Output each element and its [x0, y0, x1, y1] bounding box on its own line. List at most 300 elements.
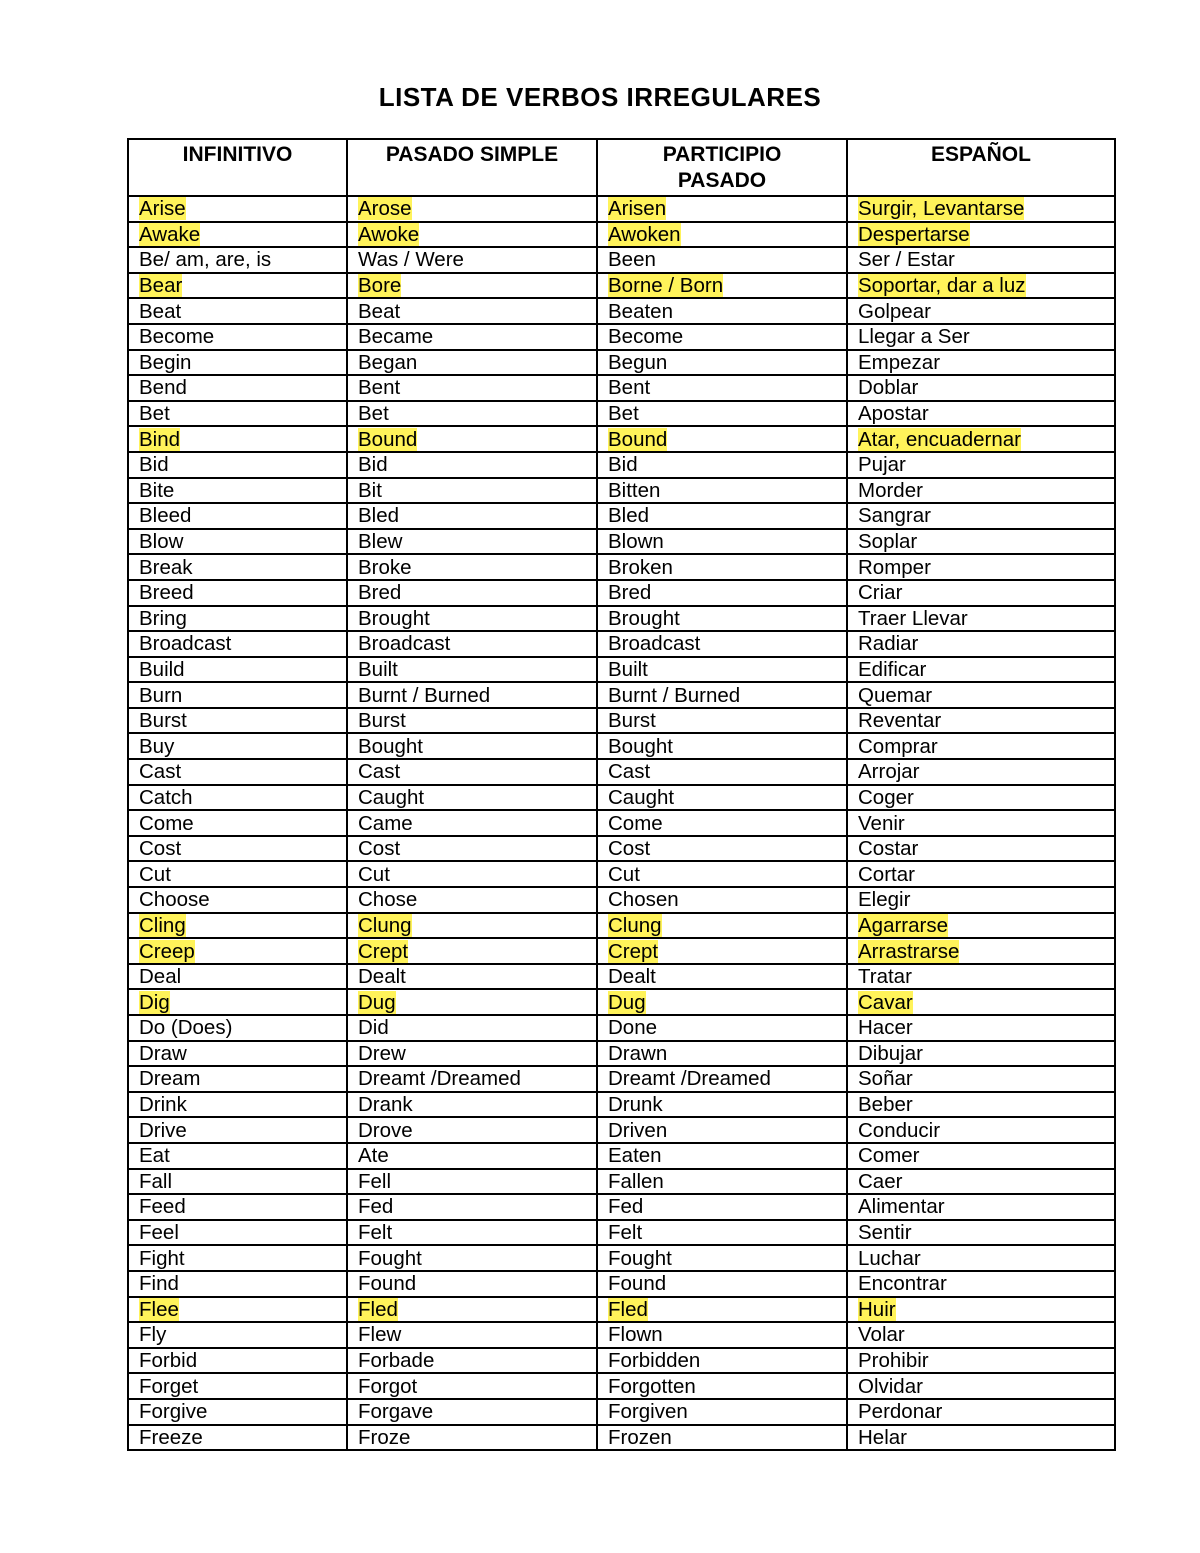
past-participle-cell: [597, 298, 847, 324]
past-participle-cell: [597, 452, 847, 478]
cell-text: Drove: [358, 1118, 413, 1142]
cell-text: Awoke: [358, 222, 420, 246]
infinitive-cell: [128, 785, 347, 811]
infinitive-cell: [128, 1015, 347, 1041]
spanish-cell: [847, 1220, 1115, 1246]
cell-text: Cling: [139, 913, 186, 937]
past-simple-cell: [347, 452, 597, 478]
cell-text: Pujar: [858, 453, 906, 477]
cell-text: Comer: [858, 1144, 920, 1168]
cell-text: Drunk: [608, 1093, 663, 1117]
cell-text: Bought: [608, 734, 673, 758]
table-row: [128, 222, 1115, 248]
table-body: [128, 196, 1115, 1450]
spanish-cell: [847, 1092, 1115, 1118]
cell-text: Quemar: [858, 683, 933, 707]
past-participle-cell: [597, 1194, 847, 1220]
table-row: [128, 682, 1115, 708]
cell-text: Beber: [858, 1093, 913, 1117]
spanish-cell: [847, 759, 1115, 785]
past-participle-cell: [597, 222, 847, 248]
spanish-cell: [847, 452, 1115, 478]
cell-text: Felt: [358, 1221, 393, 1245]
table-row: [128, 938, 1115, 964]
table-row: [128, 401, 1115, 427]
cell-text: Fled: [608, 1297, 648, 1321]
cell-text: Cost: [358, 837, 401, 861]
cell-text: Bind: [139, 427, 181, 451]
cell-text: Empezar: [858, 350, 941, 374]
table-row: [128, 606, 1115, 632]
table-row: [128, 478, 1115, 504]
infinitive-cell: [128, 273, 347, 299]
cell-text: Fought: [358, 1246, 422, 1270]
cell-text: Eat: [139, 1144, 170, 1168]
infinitive-cell: [128, 350, 347, 376]
cell-text: Radiar: [858, 632, 919, 656]
cell-text: Breed: [139, 581, 194, 605]
infinitive-cell: [128, 938, 347, 964]
past-simple-cell: [347, 1220, 597, 1246]
table-row: [128, 631, 1115, 657]
table-row: [128, 1066, 1115, 1092]
cell-text: Golpear: [858, 299, 931, 323]
cell-text: Awake: [139, 222, 201, 246]
cell-text: Forget: [139, 1374, 199, 1398]
cell-text: Burn: [139, 683, 183, 707]
past-simple-cell: [347, 1322, 597, 1348]
cell-text: Drew: [358, 1041, 406, 1065]
past-simple-cell: [347, 554, 597, 580]
past-participle-cell: [597, 964, 847, 990]
spanish-cell: [847, 298, 1115, 324]
past-participle-cell: [597, 606, 847, 632]
infinitive-cell: [128, 529, 347, 555]
cell-text: Ate: [358, 1144, 389, 1168]
cell-text: Bled: [358, 504, 400, 528]
cell-text: Fall: [139, 1169, 173, 1193]
cell-text: Cast: [608, 760, 651, 784]
cell-text: Forbade: [358, 1349, 435, 1373]
cell-text: Built: [358, 657, 398, 681]
spanish-cell: [847, 1271, 1115, 1297]
cell-text: Bleed: [139, 504, 192, 528]
past-participle-cell: [597, 1425, 847, 1451]
cell-text: Dealt: [608, 965, 656, 989]
past-simple-cell: [347, 580, 597, 606]
cell-text: Bet: [608, 402, 639, 426]
cell-text: Hacer: [858, 1016, 913, 1040]
spanish-cell: [847, 529, 1115, 555]
cell-text: Soñar: [858, 1067, 913, 1091]
cell-text: Cut: [358, 862, 390, 886]
cell-text: Dealt: [358, 965, 406, 989]
spanish-cell: [847, 1194, 1115, 1220]
past-participle-cell: [597, 682, 847, 708]
cell-text: Done: [608, 1016, 658, 1040]
table-row: [128, 529, 1115, 555]
past-participle-cell: [597, 1092, 847, 1118]
past-simple-cell: [347, 708, 597, 734]
spanish-cell: [847, 324, 1115, 350]
table-row: [128, 1245, 1115, 1271]
cell-text: Became: [358, 325, 434, 349]
header-participio-pasado: PARTICIPIO PASADO: [597, 139, 847, 196]
past-participle-cell: [597, 887, 847, 913]
infinitive-cell: [128, 324, 347, 350]
spanish-cell: [847, 478, 1115, 504]
table-row: [128, 247, 1115, 273]
cell-text: Forbid: [139, 1349, 198, 1373]
spanish-cell: [847, 401, 1115, 427]
infinitive-cell: [128, 887, 347, 913]
cell-text: Froze: [358, 1425, 411, 1449]
cell-text: Romper: [858, 555, 931, 579]
infinitive-cell: [128, 759, 347, 785]
infinitive-cell: [128, 1245, 347, 1271]
cell-text: Arose: [358, 197, 412, 221]
spanish-cell: [847, 631, 1115, 657]
cell-text: Brought: [608, 606, 680, 630]
table-row: [128, 964, 1115, 990]
cell-text: Fed: [608, 1195, 644, 1219]
past-participle-cell: [597, 1297, 847, 1323]
infinitive-cell: [128, 503, 347, 529]
header-pasado-simple: PASADO SIMPLE: [347, 139, 597, 196]
past-simple-cell: [347, 810, 597, 836]
cell-text: Build: [139, 657, 185, 681]
past-simple-cell: [347, 887, 597, 913]
infinitive-cell: [128, 836, 347, 862]
past-simple-cell: [347, 1041, 597, 1067]
cell-text: Crept: [608, 939, 659, 963]
past-simple-cell: [347, 478, 597, 504]
spanish-cell: [847, 708, 1115, 734]
cell-text: Coger: [858, 785, 914, 809]
cell-text: Cut: [608, 862, 640, 886]
cell-text: Broadcast: [608, 632, 701, 656]
cell-text: Fly: [139, 1323, 167, 1347]
cell-text: Flew: [358, 1323, 402, 1347]
table-row: [128, 580, 1115, 606]
table-row: [128, 196, 1115, 222]
cell-text: Break: [139, 555, 193, 579]
past-participle-cell: [597, 759, 847, 785]
past-simple-cell: [347, 989, 597, 1015]
spanish-cell: [847, 606, 1115, 632]
cell-text: Blown: [608, 530, 664, 554]
cell-text: Chosen: [608, 888, 679, 912]
past-participle-cell: [597, 247, 847, 273]
cell-text: Fallen: [608, 1169, 664, 1193]
cell-text: Freeze: [139, 1425, 203, 1449]
past-participle-cell: [597, 733, 847, 759]
infinitive-cell: [128, 375, 347, 401]
cell-text: Cost: [608, 837, 651, 861]
cell-text: Drawn: [608, 1041, 668, 1065]
table-row: [128, 324, 1115, 350]
infinitive-cell: [128, 426, 347, 452]
infinitive-cell: [128, 1425, 347, 1451]
past-simple-cell: [347, 350, 597, 376]
past-simple-cell: [347, 247, 597, 273]
spanish-cell: [847, 554, 1115, 580]
past-participle-cell: [597, 478, 847, 504]
past-simple-cell: [347, 1425, 597, 1451]
spanish-cell: [847, 273, 1115, 299]
table-row: [128, 1041, 1115, 1067]
infinitive-cell: [128, 913, 347, 939]
past-participle-cell: [597, 196, 847, 222]
cell-text: Arrastrarse: [858, 939, 960, 963]
spanish-cell: [847, 1041, 1115, 1067]
cell-text: Fought: [608, 1246, 672, 1270]
infinitive-cell: [128, 554, 347, 580]
cell-text: Bet: [358, 402, 389, 426]
table-row: [128, 1425, 1115, 1451]
cell-text: Cost: [139, 837, 182, 861]
cell-text: Bred: [358, 581, 402, 605]
infinitive-cell: [128, 247, 347, 273]
past-participle-cell: [597, 861, 847, 887]
cell-text: Broke: [358, 555, 412, 579]
cell-text: Become: [139, 325, 215, 349]
cell-text: Costar: [858, 837, 919, 861]
infinitive-cell: [128, 964, 347, 990]
cell-text: Bent: [608, 376, 651, 400]
cell-text: Bring: [139, 606, 187, 630]
past-simple-cell: [347, 1245, 597, 1271]
past-participle-cell: [597, 350, 847, 376]
infinitive-cell: [128, 1322, 347, 1348]
table-row: [128, 1373, 1115, 1399]
infinitive-cell: [128, 222, 347, 248]
past-participle-cell: [597, 375, 847, 401]
cell-text: Be/ am, are, is: [139, 248, 272, 272]
cell-text: Drank: [358, 1093, 413, 1117]
cell-text: Forgive: [139, 1400, 208, 1424]
infinitive-cell: [128, 1066, 347, 1092]
cell-text: Bid: [358, 453, 388, 477]
cell-text: Blew: [358, 530, 403, 554]
cell-text: Despertarse: [858, 222, 970, 246]
past-simple-cell: [347, 503, 597, 529]
header-infinitivo: INFINITIVO: [128, 139, 347, 196]
past-simple-cell: [347, 324, 597, 350]
infinitive-cell: [128, 478, 347, 504]
past-participle-cell: [597, 1015, 847, 1041]
table-row: [128, 1169, 1115, 1195]
infinitive-cell: [128, 196, 347, 222]
table-row: [128, 913, 1115, 939]
cell-text: Venir: [858, 811, 905, 835]
cell-text: Bear: [139, 274, 183, 298]
cell-text: Beaten: [608, 299, 673, 323]
cell-text: Cast: [139, 760, 182, 784]
cell-text: Fled: [358, 1297, 398, 1321]
cell-text: Deal: [139, 965, 182, 989]
past-simple-cell: [347, 375, 597, 401]
spanish-cell: [847, 733, 1115, 759]
table-row: [128, 861, 1115, 887]
cell-text: Become: [608, 325, 684, 349]
table-row: [128, 1015, 1115, 1041]
past-simple-cell: [347, 222, 597, 248]
spanish-cell: [847, 196, 1115, 222]
infinitive-cell: [128, 1169, 347, 1195]
past-simple-cell: [347, 426, 597, 452]
spanish-cell: [847, 350, 1115, 376]
past-simple-cell: [347, 1194, 597, 1220]
cell-text: Bought: [358, 734, 423, 758]
irregular-verbs-table: [127, 138, 1116, 1451]
spanish-cell: [847, 503, 1115, 529]
table-row: [128, 375, 1115, 401]
cell-text: Sangrar: [858, 504, 931, 528]
infinitive-cell: [128, 1143, 347, 1169]
cell-text: Draw: [139, 1041, 187, 1065]
cell-text: Dug: [358, 990, 396, 1014]
past-participle-cell: [597, 938, 847, 964]
cell-text: Reventar: [858, 709, 942, 733]
cell-text: Clung: [358, 913, 412, 937]
spanish-cell: [847, 989, 1115, 1015]
cell-text: Found: [358, 1272, 417, 1296]
spanish-cell: [847, 1143, 1115, 1169]
spanish-cell: [847, 887, 1115, 913]
cell-text: Built: [608, 657, 648, 681]
cell-text: Comprar: [858, 734, 938, 758]
table-row: [128, 810, 1115, 836]
past-participle-cell: [597, 708, 847, 734]
past-participle-cell: [597, 1348, 847, 1374]
spanish-cell: [847, 1066, 1115, 1092]
infinitive-cell: [128, 580, 347, 606]
cell-text: Brought: [358, 606, 430, 630]
table-row: [128, 759, 1115, 785]
past-participle-cell: [597, 1399, 847, 1425]
table-header-row: [128, 139, 1115, 196]
cell-text: Feel: [139, 1221, 179, 1245]
past-simple-cell: [347, 1169, 597, 1195]
past-participle-cell: [597, 1373, 847, 1399]
cell-text: Blow: [139, 530, 184, 554]
past-simple-cell: [347, 1373, 597, 1399]
table-row: [128, 1117, 1115, 1143]
past-simple-cell: [347, 529, 597, 555]
infinitive-cell: [128, 1271, 347, 1297]
past-participle-cell: [597, 785, 847, 811]
cell-text: Beat: [139, 299, 182, 323]
table-row: [128, 785, 1115, 811]
cell-text: Bit: [358, 478, 382, 502]
cell-text: Creep: [139, 939, 195, 963]
infinitive-cell: [128, 1194, 347, 1220]
cell-text: Edificar: [858, 657, 927, 681]
infinitive-cell: [128, 657, 347, 683]
table-row: [128, 350, 1115, 376]
infinitive-cell: [128, 1041, 347, 1067]
cell-text: Do (Does): [139, 1016, 233, 1040]
cell-text: Cut: [139, 862, 171, 886]
cell-text: Caer: [858, 1169, 903, 1193]
infinitive-cell: [128, 452, 347, 478]
cell-text: Ser / Estar: [858, 248, 955, 272]
spanish-cell: [847, 1348, 1115, 1374]
table-row: [128, 1348, 1115, 1374]
past-participle-cell: [597, 836, 847, 862]
past-participle-cell: [597, 273, 847, 299]
past-participle-cell: [597, 503, 847, 529]
cell-text: Forbidden: [608, 1349, 701, 1373]
cell-text: Dig: [139, 990, 170, 1014]
cell-text: Sentir: [858, 1221, 912, 1245]
cell-text: Prohibir: [858, 1349, 929, 1373]
cell-text: Came: [358, 811, 413, 835]
cell-text: Flee: [139, 1297, 179, 1321]
past-participle-cell: [597, 1220, 847, 1246]
cell-text: Catch: [139, 785, 193, 809]
past-simple-cell: [347, 682, 597, 708]
cell-text: Bound: [358, 427, 418, 451]
past-simple-cell: [347, 1271, 597, 1297]
cell-text: Fell: [358, 1169, 392, 1193]
spanish-cell: [847, 938, 1115, 964]
past-simple-cell: [347, 298, 597, 324]
past-simple-cell: [347, 938, 597, 964]
infinitive-cell: [128, 1399, 347, 1425]
cell-text: Burst: [139, 709, 187, 733]
table-row: [128, 708, 1115, 734]
cell-text: Agarrarse: [858, 913, 949, 937]
spanish-cell: [847, 785, 1115, 811]
past-simple-cell: [347, 1399, 597, 1425]
cell-text: Criar: [858, 581, 903, 605]
cell-text: Buy: [139, 734, 175, 758]
cell-text: Forgiven: [608, 1400, 688, 1424]
cell-text: Dibujar: [858, 1041, 923, 1065]
table-row: [128, 1399, 1115, 1425]
cell-text: Burnt / Burned: [608, 683, 741, 707]
infinitive-cell: [128, 401, 347, 427]
infinitive-cell: [128, 1220, 347, 1246]
cell-text: Choose: [139, 888, 210, 912]
cell-text: Bid: [608, 453, 638, 477]
cell-text: Conducir: [858, 1118, 941, 1142]
cell-text: Alimentar: [858, 1195, 945, 1219]
cell-text: Broadcast: [358, 632, 451, 656]
cell-text: Surgir, Levantarse: [858, 197, 1025, 221]
cell-text: Borne / Born: [608, 274, 724, 298]
table-row: [128, 887, 1115, 913]
table-row: [128, 426, 1115, 452]
cell-text: Burnt / Burned: [358, 683, 491, 707]
cell-text: Crept: [358, 939, 409, 963]
infinitive-cell: [128, 708, 347, 734]
past-participle-cell: [597, 913, 847, 939]
past-simple-cell: [347, 733, 597, 759]
cell-text: Bet: [139, 402, 170, 426]
past-simple-cell: [347, 964, 597, 990]
past-participle-cell: [597, 657, 847, 683]
cell-text: Clung: [608, 913, 662, 937]
spanish-cell: [847, 1322, 1115, 1348]
spanish-cell: [847, 1169, 1115, 1195]
past-simple-cell: [347, 1348, 597, 1374]
infinitive-cell: [128, 861, 347, 887]
table-row: [128, 657, 1115, 683]
spanish-cell: [847, 836, 1115, 862]
